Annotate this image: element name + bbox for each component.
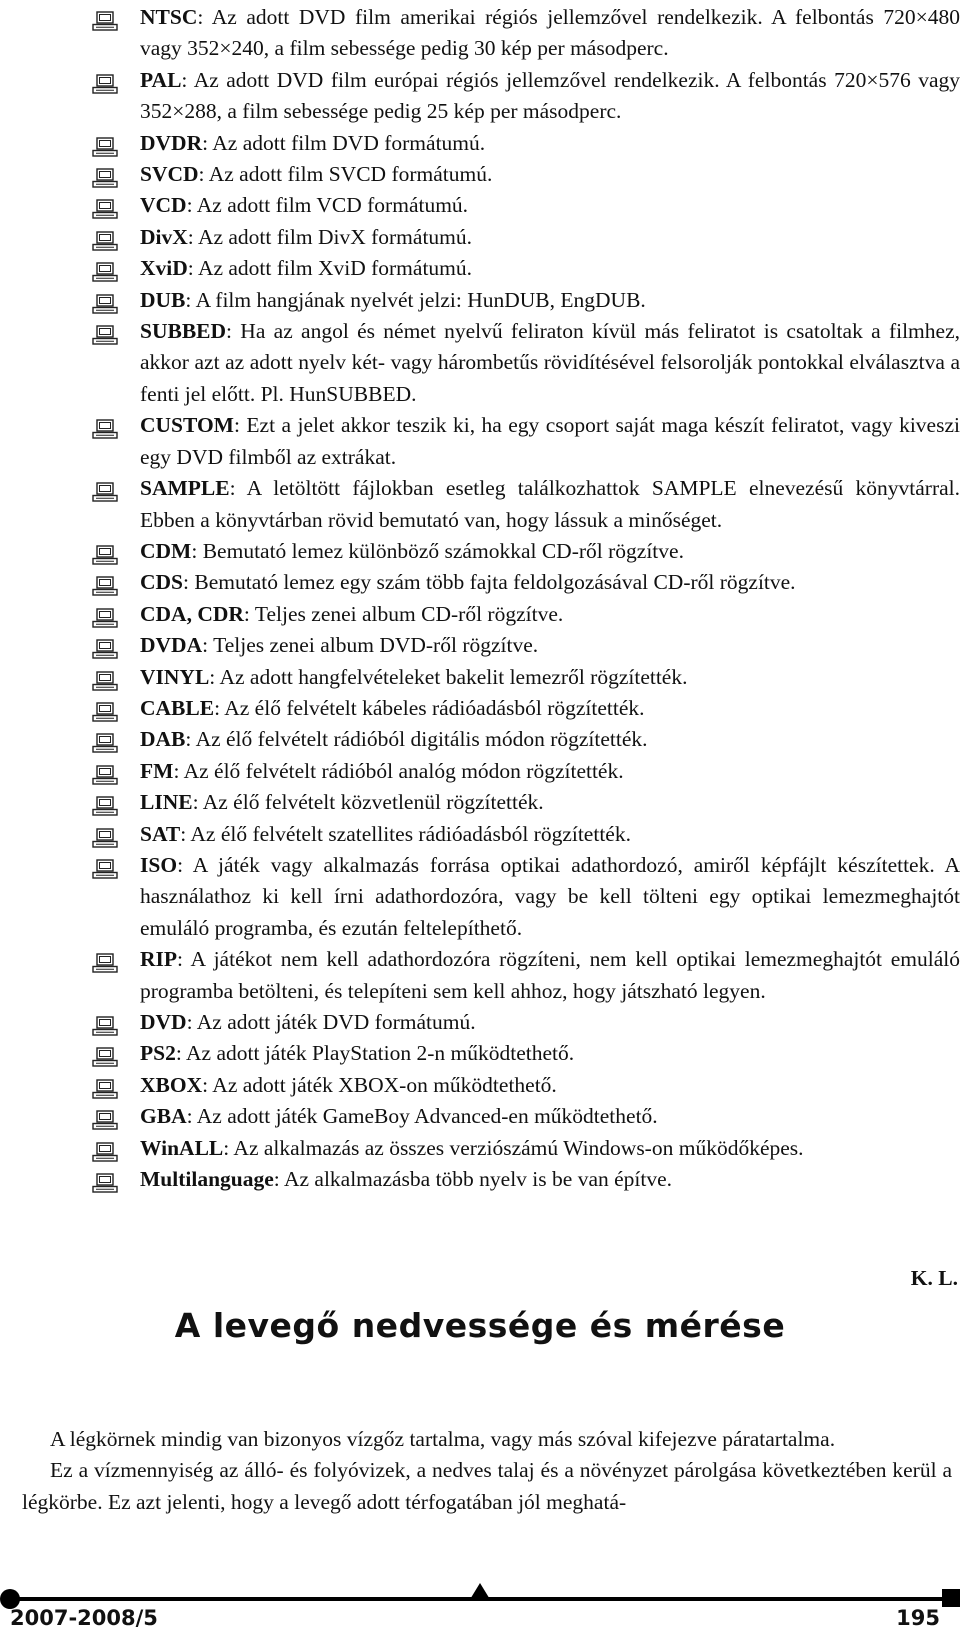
page-number: 195 bbox=[896, 1606, 940, 1630]
list-item bbox=[84, 724, 960, 755]
list-item-text: : A játék vagy alkalmazás forrása optikai adathordozó, amiről képfájlt készítettek. A használathoz ki kell írni adathordozóra, vagy be kell tölteni egy optikai lemezmeghajtót emuláló programba, és ezután feltelepíthető. bbox=[140, 852, 960, 940]
computer-icon bbox=[92, 1171, 118, 1191]
list-item-text: : Az adott film XviD formátumú. bbox=[187, 256, 473, 281]
computer-icon bbox=[92, 1077, 118, 1097]
list-item-term: GBA bbox=[140, 1104, 187, 1129]
list-item bbox=[84, 159, 960, 190]
computer-icon bbox=[92, 292, 118, 312]
list-item bbox=[84, 1133, 960, 1164]
list-item-text: : Az adott játék PlayStation 2-n működtethető. bbox=[175, 1041, 575, 1066]
list-item-text: : Az adott film DivX formátumú. bbox=[187, 224, 473, 249]
list-item-term: PS2 bbox=[140, 1041, 176, 1066]
footer-square-ornament bbox=[942, 1589, 960, 1607]
list-item-term: DAB bbox=[140, 727, 186, 752]
list-item-text: : Az adott játék DVD formátumú. bbox=[186, 1010, 476, 1034]
list-item bbox=[84, 285, 960, 316]
list-item-term: CABLE bbox=[140, 695, 215, 720]
list-item-text: : Ezt a jelet akkor teszik ki, ha egy csoport saját maga készít feliratot, vagy kiveszi egy DVD filmből az extrákat. bbox=[140, 413, 960, 469]
list-item-text: : Ha az angol és német nyelvű feliraton kívül más feliratot is csatoltak a filmhez, akkor azt az adott nyelv két- vagy hárombetűs rövidítésével felsorolják pontokkal elválasztva a fenti jel előtt. Pl. HunSUBBED. bbox=[140, 319, 960, 406]
list-item bbox=[84, 662, 960, 693]
list-item bbox=[84, 410, 960, 473]
list-item bbox=[84, 599, 960, 630]
list-item-text: : Az adott játék XBOX-on működtethető. bbox=[202, 1072, 557, 1097]
computer-icon bbox=[92, 951, 118, 971]
computer-icon bbox=[92, 166, 118, 186]
computer-icon bbox=[92, 480, 118, 500]
list-item bbox=[84, 222, 960, 253]
list-item-text: : Teljes zenei album DVD-ről rögzítve. bbox=[202, 633, 539, 658]
list-item-term: XviD bbox=[140, 256, 188, 281]
computer-icon bbox=[92, 135, 118, 155]
computer-icon bbox=[92, 669, 118, 689]
computer-icon bbox=[92, 229, 118, 249]
list-item-term: SAMPLE bbox=[140, 476, 230, 501]
computer-icon bbox=[92, 763, 118, 783]
list-item-text: : Az adott hangfelvételeket bakelit lemezről rögzítették. bbox=[209, 664, 688, 689]
term-list bbox=[84, 2, 960, 1195]
list-item bbox=[84, 850, 960, 944]
list-item-term: LINE bbox=[140, 790, 193, 815]
list-item-text: : A film hangjának nyelvét jelzi: HunDUB, EngDUB. bbox=[185, 287, 646, 312]
list-item bbox=[84, 128, 960, 159]
list-item-text: : Az adott film DVD formátumú. bbox=[202, 130, 486, 155]
list-item-term: SVCD bbox=[140, 162, 199, 187]
computer-icon bbox=[92, 1045, 118, 1065]
list-item-term: PAL bbox=[140, 67, 182, 92]
computer-icon bbox=[92, 857, 118, 877]
computer-icon bbox=[92, 417, 118, 437]
computer-icon bbox=[92, 260, 118, 280]
computer-icon bbox=[92, 606, 118, 626]
computer-icon bbox=[92, 574, 118, 594]
list-item-text: : Az adott film SVCD formátumú. bbox=[198, 162, 493, 187]
list-item-term: DUB bbox=[140, 287, 186, 312]
list-item-text: : Az élő felvételt rádióból analóg módon rögzítették. bbox=[173, 758, 624, 783]
computer-icon bbox=[92, 197, 118, 217]
list-item-term: CUSTOM bbox=[140, 413, 234, 438]
list-item-term: CDA, CDR bbox=[140, 601, 244, 626]
list-item bbox=[84, 787, 960, 818]
list-item-text: : A letöltött fájlokban esetleg találkozhattok SAMPLE elnevezésű könyvtárral. Ebben a könyvtárban rövid bemutató van, hogy lássuk a minőséget. bbox=[140, 476, 960, 532]
list-item-text: : Az élő felvételt közvetlenül rögzítették. bbox=[192, 790, 544, 815]
list-item-term: RIP bbox=[140, 947, 178, 972]
list-item bbox=[84, 756, 960, 787]
computer-icon bbox=[92, 826, 118, 846]
list-item bbox=[84, 316, 960, 410]
list-item-text: : Az adott film VCD formátumú. bbox=[186, 193, 469, 218]
computer-icon bbox=[92, 794, 118, 814]
list-item-text: : Az adott DVD film európai régiós jellemzővel rendelkezik. A felbontás 720×576 vagy 352×288, a film sebessége pedig 25 kép per másodperc. bbox=[140, 67, 960, 124]
list-item-text: : Bemutató lemez különböző számokkal CD-ről rögzítve. bbox=[191, 538, 684, 563]
computer-icon bbox=[92, 9, 118, 29]
list-item bbox=[84, 536, 960, 567]
computer-icon bbox=[92, 637, 118, 657]
list-item-term: VINYL bbox=[140, 664, 210, 689]
list-item-term: VCD bbox=[140, 193, 187, 218]
list-item-text: : Az élő felvételt szatellites rádióadásból rögzítették. bbox=[180, 821, 631, 846]
author-signature: K. L. bbox=[910, 1266, 958, 1290]
list-item bbox=[84, 630, 960, 661]
list-item bbox=[84, 253, 960, 284]
list-item bbox=[84, 65, 960, 128]
list-item-term: Multilanguage bbox=[140, 1167, 274, 1192]
list-item bbox=[84, 1101, 960, 1132]
computer-icon bbox=[92, 543, 118, 563]
list-item-text: : Az adott DVD film amerikai régiós jellemzővel rendelkezik. A felbontás 720×480 vagy 352×240, a film sebessége pedig 30 kép per másodperc. bbox=[140, 5, 960, 61]
computer-icon bbox=[92, 1108, 118, 1128]
list-item bbox=[84, 1070, 960, 1101]
list-item bbox=[84, 567, 960, 598]
computer-icon bbox=[92, 731, 118, 751]
computer-icon bbox=[92, 323, 118, 343]
computer-icon bbox=[92, 700, 118, 720]
list-item bbox=[84, 693, 960, 724]
list-item-text: : Az alkalmazás az összes verziószámú Windows-on működőképes. bbox=[223, 1135, 804, 1160]
list-item-term: XBOX bbox=[140, 1072, 203, 1097]
list-item bbox=[84, 1007, 960, 1038]
list-item-text: : Az élő felvételt kábeles rádióadásból rögzítették. bbox=[214, 695, 645, 720]
list-item-term: NTSC bbox=[140, 5, 198, 29]
list-item-term: SUBBED bbox=[140, 319, 227, 344]
list-item bbox=[84, 473, 960, 536]
list-item-text: : A játékot nem kell adathordozóra rögzíteni, nem kell optikai lemezmeghajtót emuláló programba betölteni, és telepíteni sem kell ahhoz, hogy játszható legyen. bbox=[140, 947, 960, 1003]
computer-icon bbox=[92, 72, 118, 92]
paragraph: Ez a vízmennyiség az álló- és folyóvizek, a nedves talaj és a növényzet párolgása következtében kerül a légkörbe. Ez azt jelenti, hogy a levegő adott térfogatában jól meghatá- bbox=[22, 1458, 952, 1514]
issue-number: 2007-2008/5 bbox=[10, 1606, 158, 1630]
list-item-term: CDS bbox=[140, 570, 184, 595]
list-item-text: : Teljes zenei album CD-ről rögzítve. bbox=[243, 601, 564, 626]
list-item-term: SAT bbox=[140, 821, 181, 846]
footer-triangle-ornament bbox=[469, 1583, 491, 1601]
list-item bbox=[84, 1038, 960, 1069]
list-item bbox=[84, 819, 960, 850]
article-heading: A levegő nedvessége és mérése bbox=[174, 1306, 786, 1345]
list-item-term: DVDR bbox=[140, 130, 203, 155]
list-item-term: DVDA bbox=[140, 633, 203, 658]
list-item-term: FM bbox=[140, 758, 174, 783]
paragraph: A légkörnek mindig van bizonyos vízgőz tartalma, vagy más szóval kifejezve páratartalma. bbox=[50, 1427, 836, 1451]
list-item-text: : Az adott játék GameBoy Advanced-en működtethető. bbox=[186, 1104, 658, 1129]
list-item-text: : Az élő felvételt rádióból digitális módon rögzítették. bbox=[185, 727, 648, 752]
list-item-term: DVD bbox=[140, 1010, 187, 1034]
computer-icon bbox=[92, 1014, 118, 1034]
list-item-term: ISO bbox=[140, 852, 178, 877]
list-item bbox=[84, 944, 960, 1007]
list-item bbox=[84, 190, 960, 221]
article-body bbox=[22, 1424, 952, 1518]
list-item-text: : Bemutató lemez egy szám több fajta feldolgozásával CD-ről rögzítve. bbox=[183, 570, 796, 595]
computer-icon bbox=[92, 1140, 118, 1160]
list-item bbox=[84, 1164, 960, 1195]
list-item-term: DivX bbox=[140, 224, 188, 249]
list-item-term: WinALL bbox=[140, 1135, 224, 1160]
list-item-term: CDM bbox=[140, 538, 192, 563]
list-item-text: : Az alkalmazásba több nyelv is be van építve. bbox=[273, 1167, 673, 1192]
list-item bbox=[84, 2, 960, 65]
